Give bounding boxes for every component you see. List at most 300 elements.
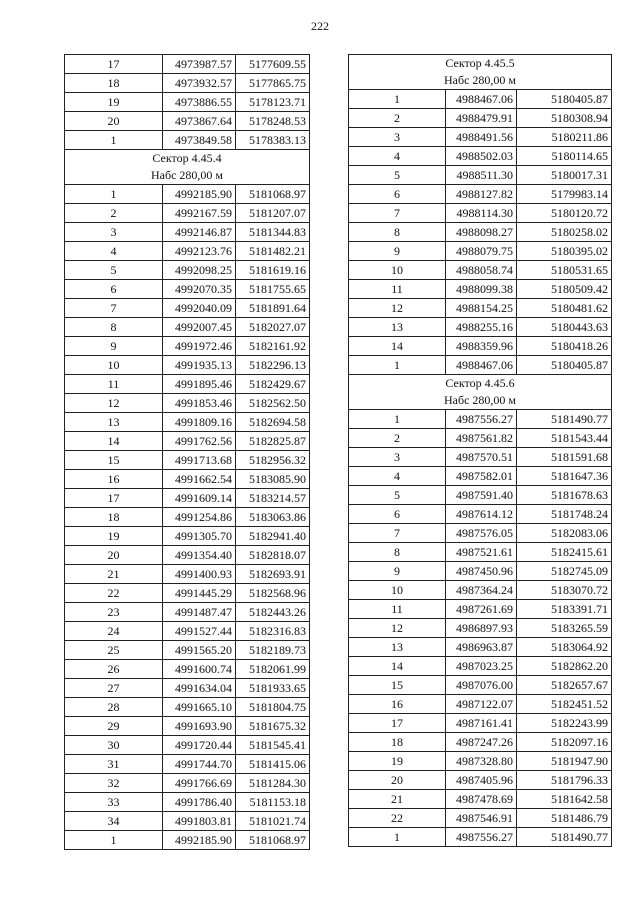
y-coordinate-cell: 5181543.44 xyxy=(517,429,612,448)
point-number-cell: 7 xyxy=(349,524,446,543)
table-row xyxy=(349,261,612,280)
point-number-cell: 6 xyxy=(349,505,446,524)
x-coordinate-cell: 4991853.46 xyxy=(163,394,236,413)
point-number-cell: 7 xyxy=(349,204,446,223)
table-row xyxy=(65,603,310,622)
table-row xyxy=(65,204,310,223)
x-coordinate-cell: 4973867.64 xyxy=(163,112,236,131)
point-number-cell: 6 xyxy=(65,280,163,299)
y-coordinate-cell: 5181068.97 xyxy=(236,831,310,850)
x-coordinate-cell: 4992167.59 xyxy=(163,204,236,223)
y-coordinate-cell: 5181344.83 xyxy=(236,223,310,242)
point-number-cell: 17 xyxy=(65,489,163,508)
x-coordinate-cell: 4988099.38 xyxy=(446,280,517,299)
table-row xyxy=(65,223,310,242)
x-coordinate-cell: 4988467.06 xyxy=(446,90,517,109)
point-number-cell: 18 xyxy=(65,74,163,93)
point-number-cell: 10 xyxy=(349,261,446,280)
x-coordinate-cell: 4991565.20 xyxy=(163,641,236,660)
point-number-cell: 1 xyxy=(65,185,163,204)
x-coordinate-cell: 4992185.90 xyxy=(163,831,236,850)
point-number-cell: 20 xyxy=(65,546,163,565)
table-row xyxy=(65,793,310,812)
y-coordinate-cell: 5182443.26 xyxy=(236,603,310,622)
x-coordinate-cell: 4973987.57 xyxy=(163,55,236,74)
point-number-cell: 17 xyxy=(65,55,163,74)
x-coordinate-cell: 4987405.96 xyxy=(446,771,517,790)
table-row xyxy=(349,429,612,448)
x-coordinate-cell: 4992146.87 xyxy=(163,223,236,242)
y-coordinate-cell: 5180114.65 xyxy=(517,147,612,166)
sector-height: Набс 280,00 м xyxy=(150,168,224,182)
table-row xyxy=(65,131,310,150)
table-row xyxy=(349,410,612,429)
y-coordinate-cell: 5181619.16 xyxy=(236,261,310,280)
y-coordinate-cell: 5180405.87 xyxy=(517,90,612,109)
y-coordinate-cell: 5183265.59 xyxy=(517,619,612,638)
y-coordinate-cell: 5181207.07 xyxy=(236,204,310,223)
x-coordinate-cell: 4987023.25 xyxy=(446,657,517,676)
table-row xyxy=(349,147,612,166)
y-coordinate-cell: 5181415.06 xyxy=(236,755,310,774)
y-coordinate-cell: 5180258.02 xyxy=(517,223,612,242)
table-row xyxy=(349,337,612,356)
y-coordinate-cell: 5182083.06 xyxy=(517,524,612,543)
y-coordinate-cell: 5182097.16 xyxy=(517,733,612,752)
y-coordinate-cell: 5178248.53 xyxy=(236,112,310,131)
x-coordinate-cell: 4987076.00 xyxy=(446,676,517,695)
x-coordinate-cell: 4991720.44 xyxy=(163,736,236,755)
table-row xyxy=(65,812,310,831)
table-row xyxy=(349,242,612,261)
point-number-cell: 14 xyxy=(349,337,446,356)
x-coordinate-cell: 4991400.93 xyxy=(163,565,236,584)
table-row xyxy=(349,790,612,809)
y-coordinate-cell: 5181021.74 xyxy=(236,812,310,831)
x-coordinate-cell: 4991305.70 xyxy=(163,527,236,546)
x-coordinate-cell: 4992098.25 xyxy=(163,261,236,280)
y-coordinate-cell: 5179983.14 xyxy=(517,185,612,204)
x-coordinate-cell: 4991809.16 xyxy=(163,413,236,432)
point-number-cell: 18 xyxy=(65,508,163,527)
y-coordinate-cell: 5183391.71 xyxy=(517,600,612,619)
sector-title: Сектор 4.45.4 xyxy=(152,151,222,165)
point-number-cell: 20 xyxy=(349,771,446,790)
y-coordinate-cell: 5180120.72 xyxy=(517,204,612,223)
y-coordinate-cell: 5182451.52 xyxy=(517,695,612,714)
table-row xyxy=(349,524,612,543)
point-number-cell: 11 xyxy=(65,375,163,394)
x-coordinate-cell: 4988502.03 xyxy=(446,147,517,166)
y-coordinate-cell: 5182825.87 xyxy=(236,432,310,451)
x-coordinate-cell: 4988479.91 xyxy=(446,109,517,128)
table-row xyxy=(65,584,310,603)
point-number-cell: 16 xyxy=(65,470,163,489)
table-row xyxy=(65,74,310,93)
y-coordinate-cell: 5182243.99 xyxy=(517,714,612,733)
y-coordinate-cell: 5181647.36 xyxy=(517,467,612,486)
x-coordinate-cell: 4991786.40 xyxy=(163,793,236,812)
x-coordinate-cell: 4992007.45 xyxy=(163,318,236,337)
point-number-cell: 10 xyxy=(349,581,446,600)
point-number-cell: 30 xyxy=(65,736,163,755)
table-row xyxy=(349,752,612,771)
table-row xyxy=(349,828,612,847)
x-coordinate-cell: 4988058.74 xyxy=(446,261,517,280)
table-row xyxy=(349,204,612,223)
table-row xyxy=(65,755,310,774)
y-coordinate-cell: 5181796.33 xyxy=(517,771,612,790)
y-coordinate-cell: 5181755.65 xyxy=(236,280,310,299)
point-number-cell: 5 xyxy=(349,486,446,505)
x-coordinate-cell: 4991803.81 xyxy=(163,812,236,831)
y-coordinate-cell: 5182694.58 xyxy=(236,413,310,432)
point-number-cell: 2 xyxy=(349,429,446,448)
y-coordinate-cell: 5181490.77 xyxy=(517,828,612,847)
table-row xyxy=(65,489,310,508)
y-coordinate-cell: 5183214.57 xyxy=(236,489,310,508)
point-number-cell: 8 xyxy=(65,318,163,337)
point-number-cell: 23 xyxy=(65,603,163,622)
right-coordinates-table xyxy=(348,54,612,847)
point-number-cell: 6 xyxy=(349,185,446,204)
table-row xyxy=(65,318,310,337)
table-row xyxy=(65,93,310,112)
x-coordinate-cell: 4987582.01 xyxy=(446,467,517,486)
x-coordinate-cell: 4987614.12 xyxy=(446,505,517,524)
point-number-cell: 28 xyxy=(65,698,163,717)
x-coordinate-cell: 4991766.69 xyxy=(163,774,236,793)
point-number-cell: 19 xyxy=(349,752,446,771)
x-coordinate-cell: 4988491.56 xyxy=(446,128,517,147)
point-number-cell: 31 xyxy=(65,755,163,774)
point-number-cell: 17 xyxy=(349,714,446,733)
y-coordinate-cell: 5183064.92 xyxy=(517,638,612,657)
table-row xyxy=(65,299,310,318)
x-coordinate-cell: 4991354.40 xyxy=(163,546,236,565)
x-coordinate-cell: 4991895.46 xyxy=(163,375,236,394)
point-number-cell: 16 xyxy=(349,695,446,714)
point-number-cell: 24 xyxy=(65,622,163,641)
x-coordinate-cell: 4991713.68 xyxy=(163,451,236,470)
y-coordinate-cell: 5182862.20 xyxy=(517,657,612,676)
point-number-cell: 32 xyxy=(65,774,163,793)
x-coordinate-cell: 4988511.30 xyxy=(446,166,517,185)
table-row xyxy=(65,432,310,451)
table-row xyxy=(65,394,310,413)
y-coordinate-cell: 5180443.63 xyxy=(517,318,612,337)
x-coordinate-cell: 4992185.90 xyxy=(163,185,236,204)
table-row xyxy=(65,660,310,679)
table-row xyxy=(65,546,310,565)
y-coordinate-cell: 5181490.77 xyxy=(517,410,612,429)
table-row xyxy=(65,413,310,432)
table-row xyxy=(65,622,310,641)
table-row xyxy=(349,809,612,828)
x-coordinate-cell: 4987328.80 xyxy=(446,752,517,771)
table-row xyxy=(65,375,310,394)
y-coordinate-cell: 5181482.21 xyxy=(236,242,310,261)
point-number-cell: 12 xyxy=(349,299,446,318)
x-coordinate-cell: 4991762.56 xyxy=(163,432,236,451)
point-number-cell: 12 xyxy=(65,394,163,413)
x-coordinate-cell: 4987261.69 xyxy=(446,600,517,619)
x-coordinate-cell: 4991609.14 xyxy=(163,489,236,508)
table-row xyxy=(349,185,612,204)
sector-height: Набс 280,00 м xyxy=(443,393,517,407)
y-coordinate-cell: 5182061.99 xyxy=(236,660,310,679)
table-row xyxy=(349,619,612,638)
point-number-cell: 9 xyxy=(349,242,446,261)
x-coordinate-cell: 4987122.07 xyxy=(446,695,517,714)
point-number-cell: 9 xyxy=(349,562,446,581)
y-coordinate-cell: 5180509.42 xyxy=(517,280,612,299)
table-row xyxy=(65,565,310,584)
table-row xyxy=(349,581,612,600)
sector-header xyxy=(349,375,612,410)
table-row xyxy=(349,695,612,714)
table-row xyxy=(349,562,612,581)
point-number-cell: 29 xyxy=(65,717,163,736)
y-coordinate-cell: 5181284.30 xyxy=(236,774,310,793)
y-coordinate-cell: 5181486.79 xyxy=(517,809,612,828)
y-coordinate-cell: 5181678.63 xyxy=(517,486,612,505)
x-coordinate-cell: 4986897.93 xyxy=(446,619,517,638)
table-row xyxy=(349,128,612,147)
x-coordinate-cell: 4992123.76 xyxy=(163,242,236,261)
table-row xyxy=(349,448,612,467)
sector-header-row xyxy=(349,55,612,90)
x-coordinate-cell: 4991665.10 xyxy=(163,698,236,717)
table-row xyxy=(65,641,310,660)
table-row xyxy=(65,112,310,131)
table-row xyxy=(349,733,612,752)
point-number-cell: 2 xyxy=(349,109,446,128)
table-row xyxy=(65,831,310,850)
y-coordinate-cell: 5181804.75 xyxy=(236,698,310,717)
point-number-cell: 1 xyxy=(349,410,446,429)
point-number-cell: 19 xyxy=(65,527,163,546)
table-row xyxy=(349,676,612,695)
sector-header-row xyxy=(65,150,310,185)
point-number-cell: 27 xyxy=(65,679,163,698)
y-coordinate-cell: 5182562.50 xyxy=(236,394,310,413)
point-number-cell: 1 xyxy=(349,90,446,109)
y-coordinate-cell: 5181748.24 xyxy=(517,505,612,524)
table-row xyxy=(349,486,612,505)
y-coordinate-cell: 5182818.07 xyxy=(236,546,310,565)
table-row xyxy=(65,679,310,698)
y-coordinate-cell: 5180405.87 xyxy=(517,356,612,375)
table-row xyxy=(349,771,612,790)
point-number-cell: 3 xyxy=(65,223,163,242)
table-row xyxy=(349,467,612,486)
x-coordinate-cell: 4988359.96 xyxy=(446,337,517,356)
y-coordinate-cell: 5182657.67 xyxy=(517,676,612,695)
y-coordinate-cell: 5181068.97 xyxy=(236,185,310,204)
point-number-cell: 18 xyxy=(349,733,446,752)
y-coordinate-cell: 5178123.71 xyxy=(236,93,310,112)
y-coordinate-cell: 5180481.62 xyxy=(517,299,612,318)
point-number-cell: 4 xyxy=(65,242,163,261)
y-coordinate-cell: 5181675.32 xyxy=(236,717,310,736)
x-coordinate-cell: 4988154.25 xyxy=(446,299,517,318)
x-coordinate-cell: 4973886.55 xyxy=(163,93,236,112)
table-row xyxy=(65,261,310,280)
y-coordinate-cell: 5182693.91 xyxy=(236,565,310,584)
y-coordinate-cell: 5183085.90 xyxy=(236,470,310,489)
point-number-cell: 1 xyxy=(65,131,163,150)
point-number-cell: 8 xyxy=(349,223,446,242)
point-number-cell: 7 xyxy=(65,299,163,318)
x-coordinate-cell: 4987561.82 xyxy=(446,429,517,448)
x-coordinate-cell: 4991487.47 xyxy=(163,603,236,622)
y-coordinate-cell: 5182745.09 xyxy=(517,562,612,581)
x-coordinate-cell: 4973849.58 xyxy=(163,131,236,150)
y-coordinate-cell: 5183063.86 xyxy=(236,508,310,527)
x-coordinate-cell: 4991693.90 xyxy=(163,717,236,736)
x-coordinate-cell: 4992070.35 xyxy=(163,280,236,299)
y-coordinate-cell: 5177865.75 xyxy=(236,74,310,93)
point-number-cell: 3 xyxy=(349,448,446,467)
y-coordinate-cell: 5180395.02 xyxy=(517,242,612,261)
y-coordinate-cell: 5182296.13 xyxy=(236,356,310,375)
y-coordinate-cell: 5181947.90 xyxy=(517,752,612,771)
point-number-cell: 15 xyxy=(65,451,163,470)
point-number-cell: 2 xyxy=(65,204,163,223)
point-number-cell: 25 xyxy=(65,641,163,660)
table-row xyxy=(65,698,310,717)
point-number-cell: 20 xyxy=(65,112,163,131)
y-coordinate-cell: 5178383.13 xyxy=(236,131,310,150)
y-coordinate-cell: 5182429.67 xyxy=(236,375,310,394)
x-coordinate-cell: 4988127.82 xyxy=(446,185,517,204)
table-row xyxy=(65,774,310,793)
y-coordinate-cell: 5182956.32 xyxy=(236,451,310,470)
table-row xyxy=(349,166,612,185)
sector-title: Сектор 4.45.6 xyxy=(445,376,515,390)
point-number-cell: 22 xyxy=(349,809,446,828)
y-coordinate-cell: 5182161.92 xyxy=(236,337,310,356)
table-row xyxy=(65,356,310,375)
y-coordinate-cell: 5183070.72 xyxy=(517,581,612,600)
y-coordinate-cell: 5180211.86 xyxy=(517,128,612,147)
y-coordinate-cell: 5180531.65 xyxy=(517,261,612,280)
table-row xyxy=(349,638,612,657)
point-number-cell: 1 xyxy=(65,831,163,850)
x-coordinate-cell: 4987556.27 xyxy=(446,828,517,847)
point-number-cell: 33 xyxy=(65,793,163,812)
point-number-cell: 34 xyxy=(65,812,163,831)
y-coordinate-cell: 5181591.68 xyxy=(517,448,612,467)
table-row xyxy=(65,337,310,356)
point-number-cell: 5 xyxy=(349,166,446,185)
point-number-cell: 12 xyxy=(349,619,446,638)
table-row xyxy=(65,470,310,489)
point-number-cell: 1 xyxy=(349,828,446,847)
y-coordinate-cell: 5177609.55 xyxy=(236,55,310,74)
point-number-cell: 10 xyxy=(65,356,163,375)
x-coordinate-cell: 4991972.46 xyxy=(163,337,236,356)
table-row xyxy=(349,657,612,676)
table-row xyxy=(349,90,612,109)
point-number-cell: 11 xyxy=(349,600,446,619)
x-coordinate-cell: 4991662.54 xyxy=(163,470,236,489)
y-coordinate-cell: 5182189.73 xyxy=(236,641,310,660)
table-row xyxy=(349,543,612,562)
point-number-cell: 9 xyxy=(65,337,163,356)
x-coordinate-cell: 4987364.24 xyxy=(446,581,517,600)
x-coordinate-cell: 4992040.09 xyxy=(163,299,236,318)
y-coordinate-cell: 5181153.18 xyxy=(236,793,310,812)
x-coordinate-cell: 4991600.74 xyxy=(163,660,236,679)
table-row xyxy=(65,242,310,261)
x-coordinate-cell: 4987478.69 xyxy=(446,790,517,809)
x-coordinate-cell: 4987247.26 xyxy=(446,733,517,752)
sector-title: Сектор 4.45.5 xyxy=(445,56,515,70)
table-row xyxy=(349,600,612,619)
x-coordinate-cell: 4987546.91 xyxy=(446,809,517,828)
point-number-cell: 5 xyxy=(65,261,163,280)
table-row xyxy=(65,527,310,546)
x-coordinate-cell: 4987576.05 xyxy=(446,524,517,543)
point-number-cell: 13 xyxy=(349,318,446,337)
x-coordinate-cell: 4991935.13 xyxy=(163,356,236,375)
table-row xyxy=(65,185,310,204)
sector-header xyxy=(349,55,612,90)
sector-header-row xyxy=(349,375,612,410)
table-row xyxy=(349,505,612,524)
table-row xyxy=(349,223,612,242)
point-number-cell: 8 xyxy=(349,543,446,562)
x-coordinate-cell: 4991744.70 xyxy=(163,755,236,774)
point-number-cell: 21 xyxy=(65,565,163,584)
table-row xyxy=(65,508,310,527)
y-coordinate-cell: 5182415.61 xyxy=(517,543,612,562)
sector-header xyxy=(65,150,310,185)
x-coordinate-cell: 4987521.61 xyxy=(446,543,517,562)
y-coordinate-cell: 5181891.64 xyxy=(236,299,310,318)
x-coordinate-cell: 4988098.27 xyxy=(446,223,517,242)
x-coordinate-cell: 4988467.06 xyxy=(446,356,517,375)
point-number-cell: 19 xyxy=(65,93,163,112)
y-coordinate-cell: 5182941.40 xyxy=(236,527,310,546)
y-coordinate-cell: 5182568.96 xyxy=(236,584,310,603)
point-number-cell: 26 xyxy=(65,660,163,679)
y-coordinate-cell: 5181545.41 xyxy=(236,736,310,755)
y-coordinate-cell: 5182316.83 xyxy=(236,622,310,641)
x-coordinate-cell: 4987570.51 xyxy=(446,448,517,467)
x-coordinate-cell: 4988079.75 xyxy=(446,242,517,261)
x-coordinate-cell: 4988114.30 xyxy=(446,204,517,223)
x-coordinate-cell: 4987450.96 xyxy=(446,562,517,581)
y-coordinate-cell: 5180308.94 xyxy=(517,109,612,128)
table-row xyxy=(65,736,310,755)
y-coordinate-cell: 5181933.65 xyxy=(236,679,310,698)
page-number: 222 xyxy=(311,19,329,33)
x-coordinate-cell: 4991254.86 xyxy=(163,508,236,527)
x-coordinate-cell: 4973932.57 xyxy=(163,74,236,93)
point-number-cell: 14 xyxy=(349,657,446,676)
point-number-cell: 1 xyxy=(349,356,446,375)
y-coordinate-cell: 5182027.07 xyxy=(236,318,310,337)
point-number-cell: 14 xyxy=(65,432,163,451)
y-coordinate-cell: 5180017.31 xyxy=(517,166,612,185)
table-row xyxy=(65,717,310,736)
point-number-cell: 13 xyxy=(65,413,163,432)
table-row xyxy=(349,299,612,318)
point-number-cell: 3 xyxy=(349,128,446,147)
